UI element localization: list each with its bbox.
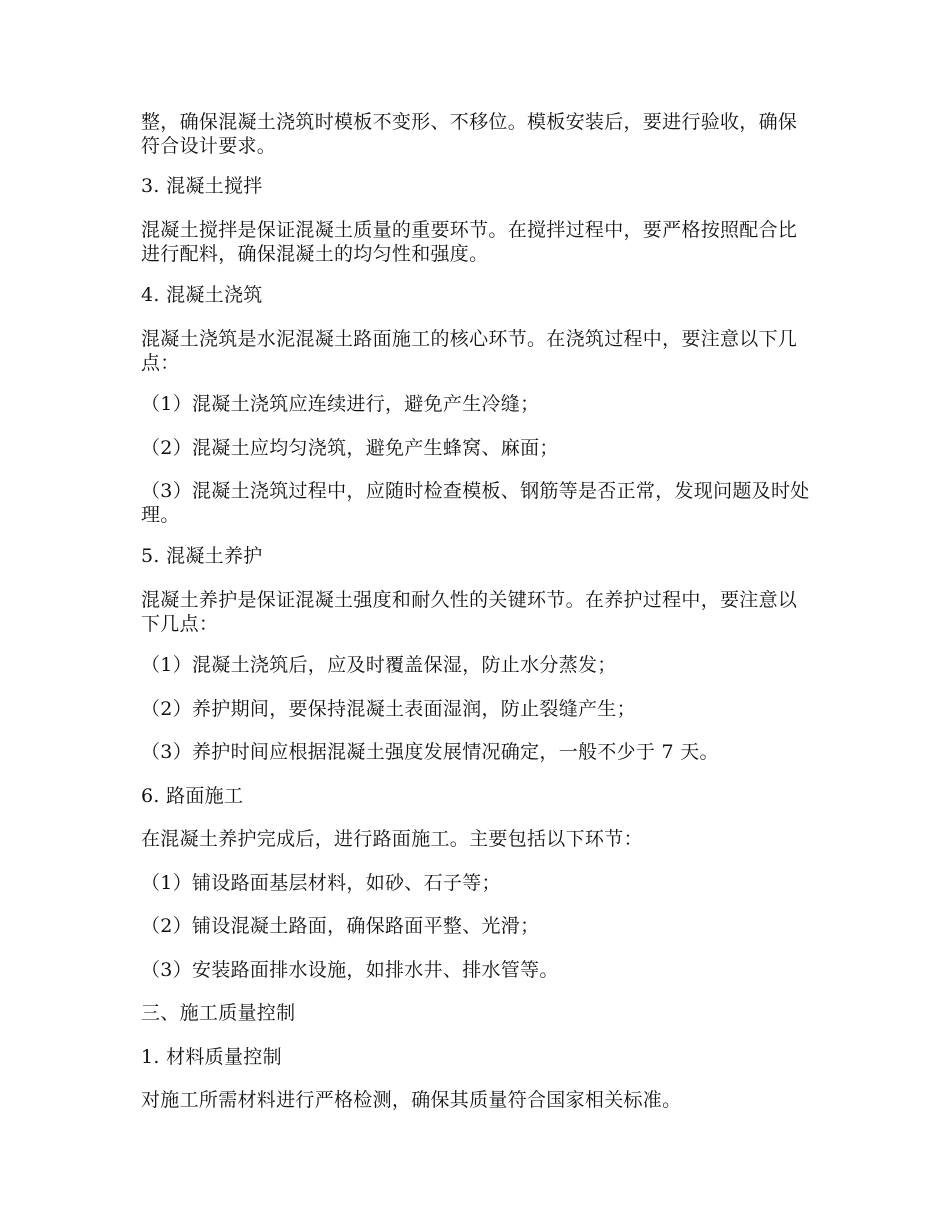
heading-concrete-pouring: 4. 混凝土浇筑 [141,284,263,306]
paragraph-concrete-curing: 混凝土养护是保证混凝土强度和耐久性的关键环节。在养护过程中，要注意以下几点： [141,589,798,635]
heading-concrete-mixing: 3. 混凝土搅拌 [141,175,263,197]
heading-road-construction: 6. 路面施工 [141,785,244,807]
paragraph-formwork-continued: 整，确保混凝土浇筑时模板不变形、不移位。模板安装后，要进行验收，确保符合设计要求。 [141,111,798,157]
list-item-pouring-1: （1）混凝土浇筑应连续进行，避免产生冷缝； [141,393,540,415]
list-item-road-2: （2）铺设混凝土路面，确保路面平整、光滑； [141,915,540,937]
heading-concrete-curing: 5. 混凝土养护 [141,545,263,567]
list-item-pouring-2: （2）混凝土应均匀浇筑，避免产生蜂窝、麻面； [141,437,559,459]
list-item-road-1: （1）铺设路面基层材料，如砂、石子等； [141,872,501,894]
list-item-road-3: （3）安装路面排水设施，如排水井、排水管等。 [141,959,559,981]
paragraph-road-construction: 在混凝土养护完成后，进行路面施工。主要包括以下环节： [141,828,643,850]
heading-quality-control: 三、施工质量控制 [141,1002,296,1024]
list-item-curing-2: （2）养护期间，要保持混凝土表面湿润，防止裂缝产生； [141,698,636,720]
list-item-pouring-3: （3）混凝土浇筑过程中，应随时检查模板、钢筋等是否正常，发现问题及时处理。 [141,480,810,526]
paragraph-concrete-mixing: 混凝土搅拌是保证混凝土质量的重要环节。在搅拌过程中，要严格按照配合比进行配料，确保混凝土的均匀性和强度。 [141,219,798,265]
paragraph-material-quality: 对施工所需材料进行严格检测，确保其质量符合国家相关标准。 [141,1089,682,1111]
list-item-curing-1: （1）混凝土浇筑后，应及时覆盖保湿，防止水分蒸发； [141,654,617,676]
heading-material-quality: 1. 材料质量控制 [141,1046,282,1068]
paragraph-concrete-pouring: 混凝土浇筑是水泥混凝土路面施工的核心环节。在浇筑过程中，要注意以下几点： [141,328,798,374]
list-item-curing-3: （3）养护时间应根据混凝土强度发展情况确定，一般不少于 7 天。 [141,741,719,763]
